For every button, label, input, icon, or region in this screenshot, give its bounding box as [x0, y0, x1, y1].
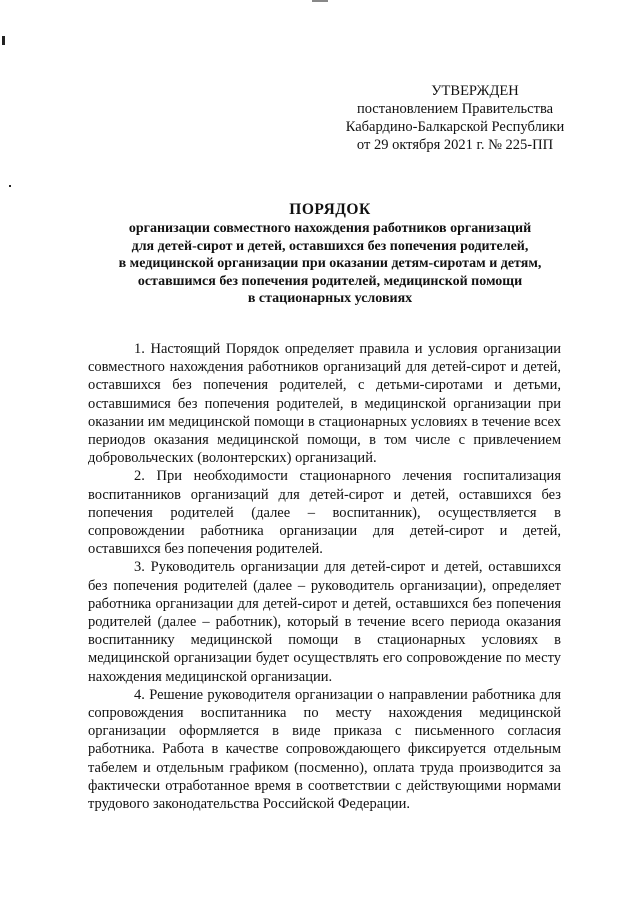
scan-artifact-left-small: [9, 185, 11, 187]
scan-artifact-top: [312, 0, 328, 2]
scan-artifact-left: [2, 36, 5, 45]
approval-line: от 29 октября 2021 г. № 225-ПП: [356, 137, 554, 153]
paragraph-2: 2. При необходимости стационарного лечения госпитализация воспитанников организаций для детей-сирот и детей, оставшихся без попечения родителей (далее – воспитанник), осуществляется в сопровождении работника организации для детей-сирот и детей, оставшихся без попечения родителей.: [88, 468, 561, 558]
approval-line: УТВЕРЖДЕН: [431, 83, 519, 99]
document-subtitle-line: организации совместного нахождения работников организаций: [128, 221, 532, 236]
approval-line: Кабардино-Балкарской Республики: [345, 119, 565, 135]
document-subtitle-line: в медицинской организации при оказании детям-сиротам и детям,: [118, 256, 542, 271]
document-subtitle-line: оставшимся без попечения родителей, медицинской помощи: [137, 273, 523, 289]
approval-line: постановлением Правительства: [356, 101, 554, 117]
paragraph-3: 3. Руководитель организации для детей-сирот и детей, оставшихся без попечения родителей (далее – руководитель организации), определяет работника организации для детей-сирот и детей, оставшихся без попечения родителей (далее – работник), который в течение всего периода оказания воспитаннику медицинской помощи в стационарных условиях в медицинской организации будет осуществлять его сопровождение по месту нахождения медицинской организации.: [88, 559, 561, 685]
paragraph-1: 1. Настоящий Порядок определяет правила и условия организации совместного нахождения работников организаций для детей-сирот и детей, оставшихся без попечения родителей, с детьми-сиротами и детьми, оставшимися без попечения родителей, в медицинской организации при оказании им медицинской помощи в стационарных условиях в течение всех периодов оказания медицинской помощи, в том числе с привлечением добровольческих (волонтерских) организаций.: [88, 341, 561, 467]
document-subtitle-line: для детей-сирот и детей, оставшихся без попечения родителей,: [131, 238, 529, 254]
approval-stamp: [330, 82, 580, 154]
document-body: [88, 340, 561, 813]
document-title-block: [80, 200, 580, 308]
paragraph-4: 4. Решение руководителя организации о направлении работника для сопровождения воспитанника по месту нахождения медицинской организации оформляется в виде приказа с письменного согласия работника. Работа в качестве сопровождающего фиксируется отдельным табелем и отдельным графиком (посменно), оплата труда производится за фактически отработанное время в соответствии с действующими нормами трудового законодательства Российской Федерации.: [88, 686, 561, 813]
document-subtitle-line: в стационарных условиях: [247, 291, 413, 306]
document-title: ПОРЯДОК: [289, 201, 371, 218]
